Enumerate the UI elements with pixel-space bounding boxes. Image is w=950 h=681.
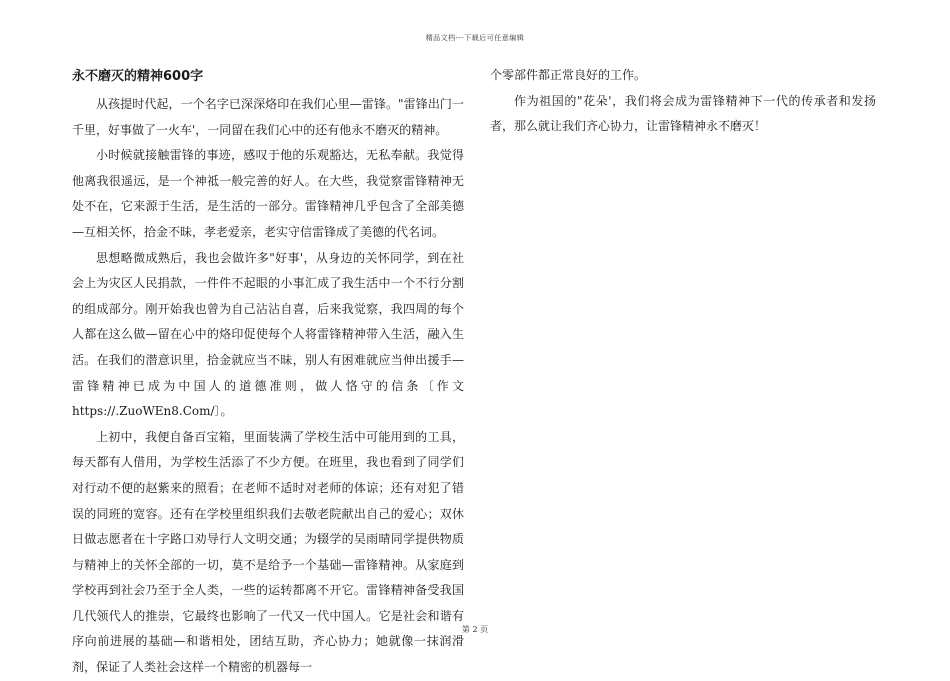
left-column [72,66,464,681]
right-column [490,66,876,140]
article-title: 永不磨灭的精神600字 [72,69,204,84]
page-number: 第 2 页 [461,625,489,634]
paragraph-continuation: 个零部件都正常良好的工作。 [490,68,647,82]
paragraph: 上初中，我便自备百宝箱，里面装满了学校生活中可能用到的工具，每天都有人借用，为学校生活添了不少方便。在班里，我也看到了同学们对行动不便的赵紫来的照看；在老师不适时对老师的体谅；还有对犯了错误的同班的宽容。还有在学校里组织我们去敬老院献出自己的爱心；双休日做志愿者在十字路口劝导行人文明交通；为辍学的吴雨晴同学提供物质与精神上的关怀全部的一切，莫不是给予一个基础—雷锋精神。从家庭到学校再到社会乃至于全人类，一些的运转都离不开它。雷锋精神备受我国几代领代人的推崇，它最终也影响了一代又一代中国人。它是社会和谐有序向前进展的基础—和谐相处，团结互助，齐心协力；她就像一抹润滑剂，保证了人类社会这样一个精密的机器每一 [72,429,464,675]
paragraph: 从孩提时代起，一个名字已深深烙印在我们心里—雷锋。"雷锋出门一千里，好事做了一火车'，一同留在我们心中的还有他永不磨灭的精神。 [72,97,464,137]
paragraph: 作为祖国的"花朵'，我们将会成为雷锋精神下一代的传承者和发扬者，那么就让我们齐心协力，让雷锋精神永不磨灭！ [490,93,876,134]
paragraph: 小时候就接触雷锋的事迹，感叹于他的乐观豁达，无私奉献。我觉得他离我很遥远，是一个神祗一般完善的好人。在大些，我觉察雷锋精神无处不在，它来源于生活，是生活的一部分。雷锋精神几乎包含了全部美德—互相关怀，拾金不昧，孝老爱亲，老实守信雷锋成了美德的代名词。 [72,148,464,239]
page-header: 精品文档---下载后可任意编辑 [425,34,525,42]
paragraph: 思想略微成熟后，我也会做许多"好事'，从身边的关怀同学，到在社会上为灾区人民捐款，一件件不起眼的小事汇成了我生活中一个不行分割的组成部分。刚开始我也曾为自己沾沾自喜，后来我觉察，我四周的每个人都在这么做—留在心中的烙印促使每个人将雷锋精神带入生活，融入生活。在我们的潜意识里，拾金就应当不昧，别人有困难就应当伸出援手—雷锋精神已成为中国人的道德准则，做人恪守的信条〔作文https://.ZuoWEn8.Com/〕。 [72,250,464,419]
